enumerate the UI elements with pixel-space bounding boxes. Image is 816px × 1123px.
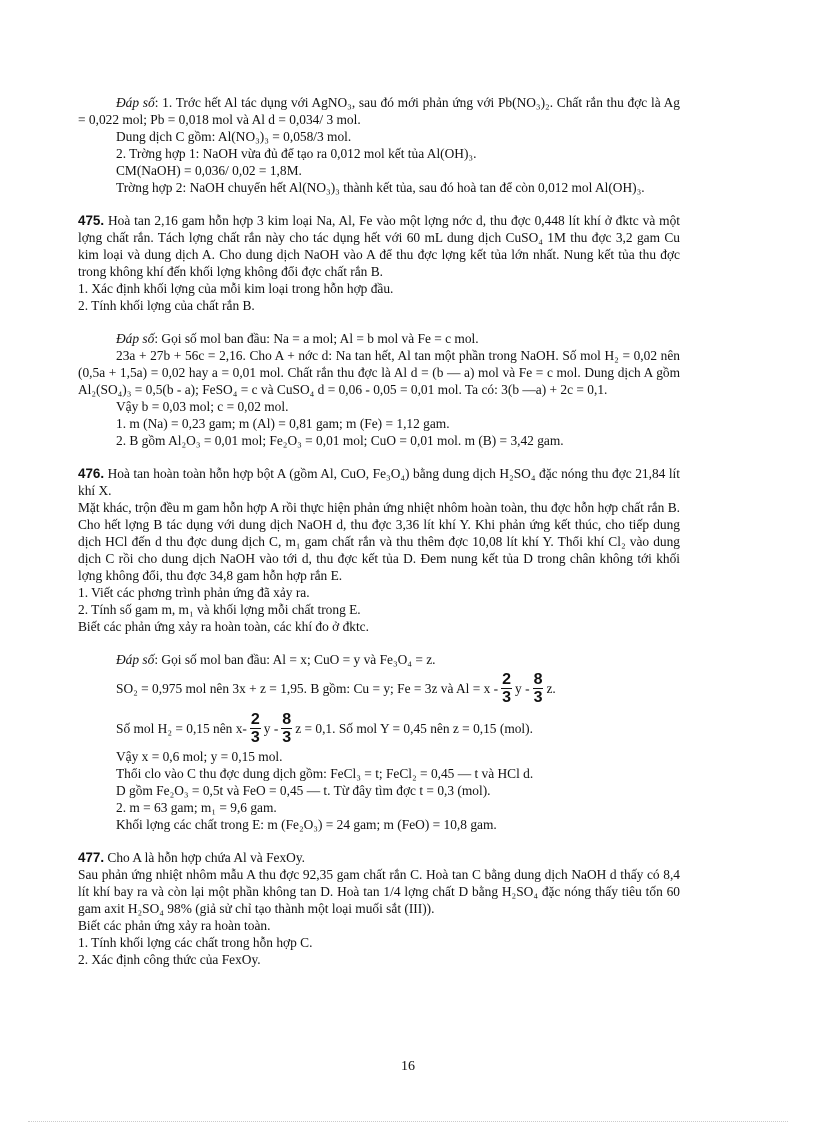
problem-477: 477. Cho A là hỗn hợp chứa Al và FexOy. bbox=[78, 850, 305, 865]
answer-475-line1: Đáp số: Gọi số mol ban đầu: Na = a mol; Al = b mol và Fe = c mol. bbox=[116, 331, 479, 346]
problem-476-note: Biết các phản ứng xảy ra hoàn toàn, các khí đo ở đktc. bbox=[78, 619, 369, 634]
fraction-eight-thirds: 8 3 bbox=[282, 710, 292, 746]
answer-474-line2: Dung dịch C gồm: Al(NO₃)₃ = 0,058/3 mol. bbox=[116, 129, 352, 144]
footer-divider bbox=[28, 1121, 788, 1122]
problem-475-q2: 2. Tính khối lợng của chất rắn B. bbox=[78, 298, 255, 313]
problem-477-q1: 1. Tính khối lợng các chất trong hỗn hợp C. bbox=[78, 935, 313, 950]
answer-476-line6: 2. m = 63 gam; m₁ = 9,6 gam. bbox=[116, 800, 277, 815]
problem-477-para2: Sau phản ứng nhiệt nhôm mẫu A thu đợc 92,35 gam chất rắn C. Hoà tan C bằng dung dịch NaOH d thấy có 8,4 lít khí bay ra và còn lại một phần không tan D. Hoà tan 1/4 lợng chất D bằng H₂SO₄ đặc nóng thấy tiêu tốn 60 gam axit H₂SO₄ 98% (giả sử chỉ tạo thành một loại muối sắt (III)). bbox=[78, 867, 680, 916]
answer-label: Đáp số bbox=[116, 95, 155, 110]
answer-label: Đáp số bbox=[116, 652, 155, 667]
fraction-two-thirds: 2 3 bbox=[502, 670, 512, 706]
problem-number: 476. bbox=[78, 466, 105, 481]
answer-475-line5: 2. B gồm Al₂O₃ = 0,01 mol; Fe₂O₃ = 0,01 mol; CuO = 0,01 mol. m (B) = 3,42 gam. bbox=[116, 433, 564, 448]
fraction-eight-thirds: 8 3 bbox=[533, 670, 543, 706]
problem-476: 476. Hoà tan hoàn toàn hỗn hợp bột A (gồm Al, CuO, Fe₃O₄) bằng dung dịch H₂SO₄ đặc nóng thu đợc 21,84 lít khí X. bbox=[78, 466, 680, 498]
problem-number: 477. bbox=[78, 850, 105, 865]
fraction-two-thirds: 2 3 bbox=[250, 710, 260, 746]
answer-474-para: Đáp số: 1. Trớc hết Al tác dụng với AgNO₃, sau đó mới phản ứng với Pb(NO₃)₂. Chất rắn thu đợc là Ag = 0,022 mol; Pb = 0,018 mol và Al d = 0,034/ 3 mol. bbox=[78, 95, 680, 127]
problem-475-q1: 1. Xác định khối lợng của mỗi kim loại trong hỗn hợp đầu. bbox=[78, 281, 394, 296]
answer-476-equation-2: Số mol H₂ = 0,15 nên x- 2 3 y - 8 3 z = 0,1. Số mol Y = 0,45 nên z = 0,15 (mol). bbox=[116, 710, 533, 746]
answer-476-line1: Đáp số: Gọi số mol ban đầu: Al = x; CuO = y và Fe₃O₄ = z. bbox=[116, 652, 436, 667]
answer-475-line4: 1. m (Na) = 0,23 gam; m (Al) = 0,81 gam; m (Fe) = 1,12 gam. bbox=[116, 416, 450, 431]
answer-476-line4: Thổi clo vào C thu đợc dung dịch gồm: FeCl₃ = t; FeCl₂ = 0,45 — t và HCl d. bbox=[116, 766, 534, 781]
page-content bbox=[78, 94, 680, 968]
answer-475-line3: Vậy b = 0,03 mol; c = 0,02 mol. bbox=[116, 399, 289, 414]
page-number: 16 bbox=[401, 1059, 415, 1074]
problem-477-note: Biết các phản ứng xảy ra hoàn toàn. bbox=[78, 918, 271, 933]
answer-476-line7: Khối lợng các chất trong E: m (Fe₂O₃) = 24 gam; m (FeO) = 10,8 gam. bbox=[116, 817, 497, 832]
answer-label: Đáp số bbox=[116, 331, 155, 346]
problem-476-para2: Mặt khác, trộn đều m gam hỗn hợp A rồi thực hiện phản ứng nhiệt nhôm hoàn toàn, thu đợc hỗn hợp chất rắn B. Cho hết lợng B tác dụng với dung dịch NaOH d, thu đợc 3,36 lít khí Y. Khi phản ứng kết thúc, cho tiếp dung dịch HCl đến d thu đợc dung dịch C, m₁ gam chất rắn và thu thêm đợc 10,08 lít khí Y. Thổi khí Cl₂ vào dung dịch C rồi cho dung dịch NaOH vào tới d, thu đợc kết tủa D. Đem nung kết tủa D trong chân không tới khối lợng không đổi, thu đợc 34,8 gam hỗn hợp rắn E. bbox=[78, 500, 680, 583]
answer-474-line5: Trờng hợp 2: NaOH chuyển hết Al(NO₃)₃ thành kết tủa, sau đó hoà tan để còn 0,012 mol Al(OH)₃. bbox=[116, 180, 645, 195]
answer-476-line5: D gồm Fe₂O₃ = 0,5t và FeO = 0,45 — t. Từ đây tìm đợc t = 0,3 (mol). bbox=[116, 783, 491, 798]
problem-number: 475. bbox=[78, 213, 105, 228]
answer-474-line4: CM(NaOH) = 0,036/ 0,02 = 1,8M. bbox=[116, 163, 302, 178]
answer-476-line3: Vậy x = 0,6 mol; y = 0,15 mol. bbox=[116, 749, 283, 764]
problem-476-q1: 1. Viết các phơng trình phản ứng đã xảy ra. bbox=[78, 585, 310, 600]
answer-476-equation-1: SO₂ = 0,975 mol nên 3x + z = 1,95. B gồm: Cu = y; Fe = 3z và Al = x - 2 3 y - 8 3 z. bbox=[116, 670, 556, 706]
problem-475: 475. Hoà tan 2,16 gam hỗn hợp 3 kim loại Na, Al, Fe vào một lợng nớc d, thu đợc 0,448 lít khí ở đktc và một lợng chất rắn. Tách lợng chất rắn này cho tác dụng hết với 60 mL dung dịch CuSO₄ 1M thu đợc 3,2 gam Cu kim loại và dung dịch A. Cho dung dịch NaOH vào A để thu đợc lợng kết tủa lớn nhất. Nung kết tủa thu đợc trong không khí đến khối lợng không đổi đợc chất rắn B. bbox=[78, 213, 680, 279]
problem-476-q2: 2. Tính số gam m, m₁ và khối lợng mỗi chất trong E. bbox=[78, 602, 361, 617]
answer-474-line3: 2. Trờng hợp 1: NaOH vừa đủ để tạo ra 0,012 mol kết tủa Al(OH)₃. bbox=[116, 146, 477, 161]
answer-475-line2: 23a + 27b + 56c = 2,16. Cho A + nớc d: Na tan hết, Al tan một phần trong NaOH. Số mol H₂ = 0,02 nên (0,5a + 1,5a) = 0,02 hay a = 0,01 mol. Chất rắn thu đợc là Al d = (b — a) mol và Fe = c mol. Dung dịch A gồm Al₂(SO₄)₃ = 0,5(b - a); FeSO₄ = c và CuSO₄ d = 0,06 - 0,05 = 0,01 mol. Ta có: 3(b —a) + 2c = 0,1. bbox=[78, 348, 680, 397]
problem-477-q2: 2. Xác định công thức của FexOy. bbox=[78, 952, 261, 967]
